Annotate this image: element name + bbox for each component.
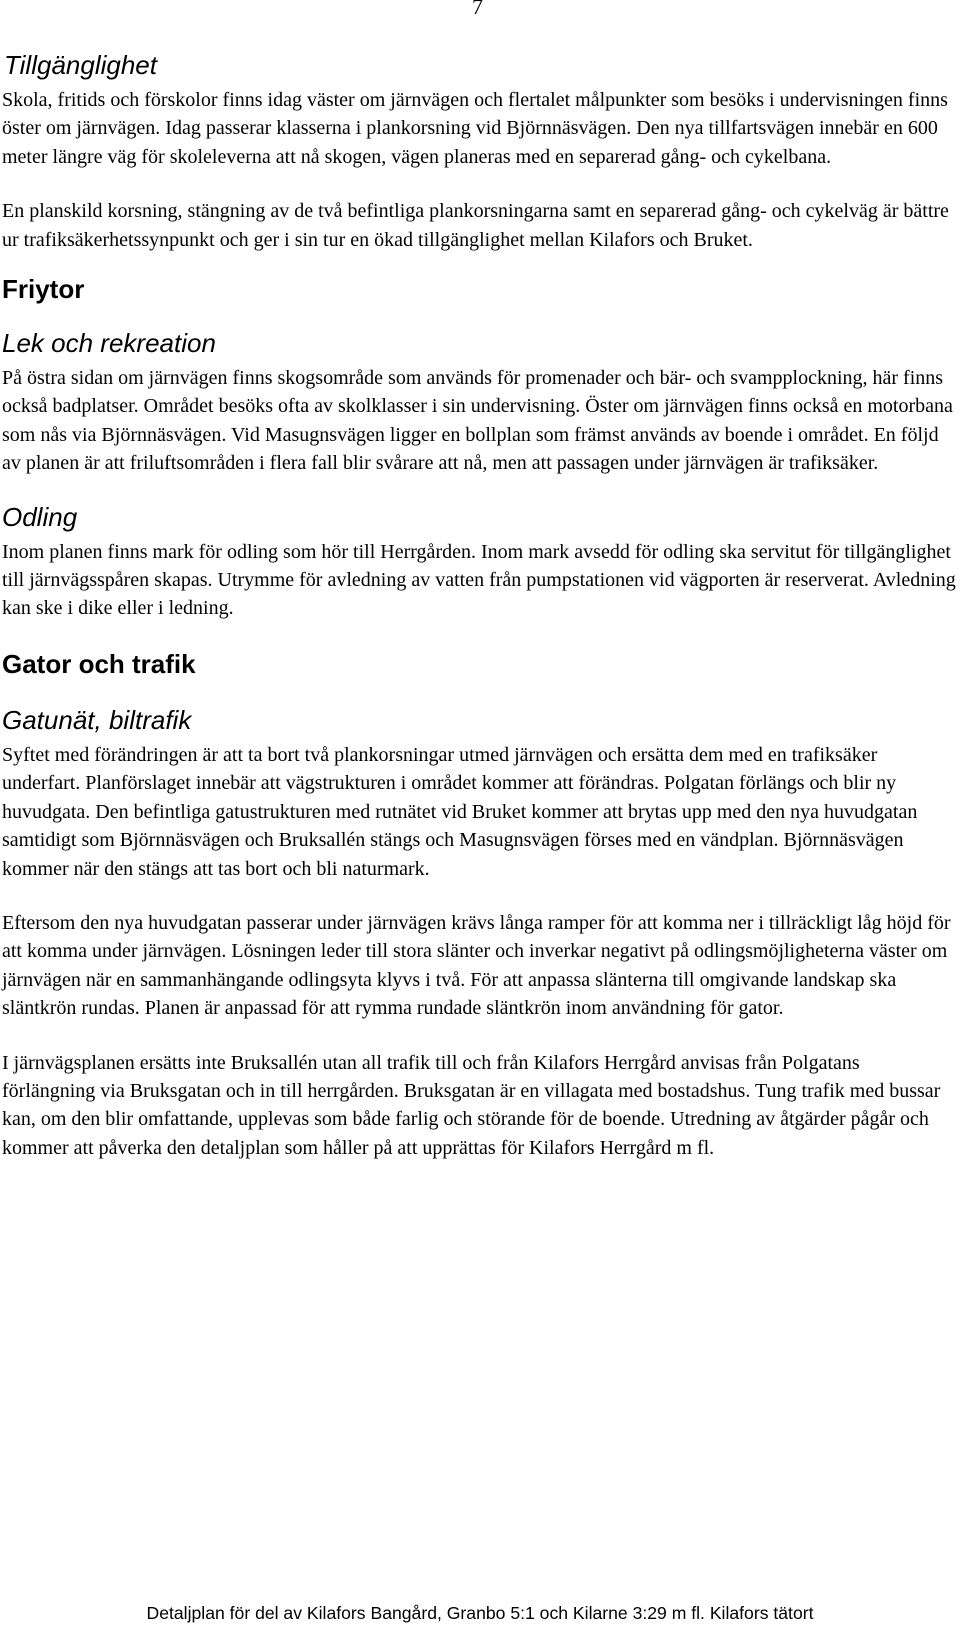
paragraph-tillganglighet-2: En planskild korsning, stängning av de två befintliga plankorsningarna samt en separerad gång- och cykelväg är bättre ur trafiksäkerhetssynpunkt och ger i sin tur en ökad tillgänglighet mellan Kilafors och Bruket. xyxy=(2,200,949,251)
paragraph-odling: Inom planen finns mark för odling som hör till Herrgården. Inom mark avsedd för odling ska servitut för tillgänglighet till järnvägsspåren skapas. Utrymme för avledning av vatten från pumpstationen vid vägporten är reserverat. Avledning kan ske i dike eller i ledning. xyxy=(2,540,956,620)
paragraph-lek-och-rekreation: På östra sidan om järnvägen finns skogsområde som används för promenader och bär- och svampplockning, här finns också badplatser. Området besöks ofta av skolklasser i sin undervisning. Öster om järnvägen finns också en motorbana som nås via Björnnäsvägen. Vid Masugnsvägen ligger en bollplan som främst används av boende i området. En följd av planen är att friluftsområden i flera fall blir svårare att nå, men att passagen under järnvägen är trafiksäker. xyxy=(2,367,953,475)
paragraph-tillganglighet-1: Skola, fritids och förskolor finns idag väster om järnvägen och flertalet målpunkter som besöks i undervisningen finns öster om järnvägen. Idag passerar klasserna i plankorsning vid Björnnäsvägen. Den nya tillfartsvägen innebär en 600 meter längre väg för skoleleverna att nå skogen, vägen planeras med en separerad gång- och cykelbana. xyxy=(2,89,948,168)
paragraph-gatunat-1: Syftet med förändringen är att ta bort två plankorsningar utmed järnvägen och ersätta dem med en trafiksäker underfart. Planförslaget innebär att vägstrukturen i området kommer att förändras. Polgatan förlängs och blir ny huvudgata. Den befintliga gatustrukturen med rutnätet vid Bruket kommer att brytas upp med den nya huvudgatan samtidigt som Björnnäsvägen och Bruksallén stängs och Masugnsvägen förses med en vändplan. Björnnäsvägen kommer när den stängs att tas bort och bli naturmark. xyxy=(2,743,918,880)
paragraph-gatunat-2: Eftersom den nya huvudgatan passerar under järnvägen krävs långa ramper för att komma ner i tillräckligt låg höjd för att komma under järnvägen. Lösningen leder till stora slänter och inverkar negativt på odlingsmöjligheterna väster om järnvägen när en sammanhängande odlingsyta klyvs i två. För att anpassa slänterna till omgivande landskap ska släntkrön rundas. Planen är anpassad för att rymma rundade släntkrön inom användning för gator. xyxy=(2,911,951,1020)
heading-gator-och-trafik: Gator och trafik xyxy=(2,648,196,679)
heading-friytor: Friytor xyxy=(2,274,85,305)
page-number: 7 xyxy=(472,0,483,19)
heading-lek-och-rekreation: Lek och rekreation xyxy=(2,328,216,359)
document-body xyxy=(0,48,956,1162)
page-footer: Detaljplan för del av Kilafors Bangård, Granbo 5:1 och Kilarne 3:29 m fl. Kilafors tätort xyxy=(146,1603,814,1623)
heading-gatunat-biltrafik: Gatunät, biltrafik xyxy=(2,704,192,735)
heading-odling: Odling xyxy=(2,501,78,532)
heading-tillganglighet: Tillgänglighet xyxy=(4,50,157,80)
paragraph-gatunat-3: I järnvägsplanen ersätts inte Bruksallén utan all trafik till och från Kilafors Herrgård anvisas från Polgatans förlängning via Bruksgatan och in till herrgården. Bruksgatan är en villagata med bostadshus. Tung trafik med bussar kan, om den blir omfattande, upplevas som både farlig och störande för de boende. Utredning av åtgärder pågår och kommer att påverka den detaljplan som håller på att upprättas för Kilafors Herrgård m fl. xyxy=(2,1051,941,1159)
